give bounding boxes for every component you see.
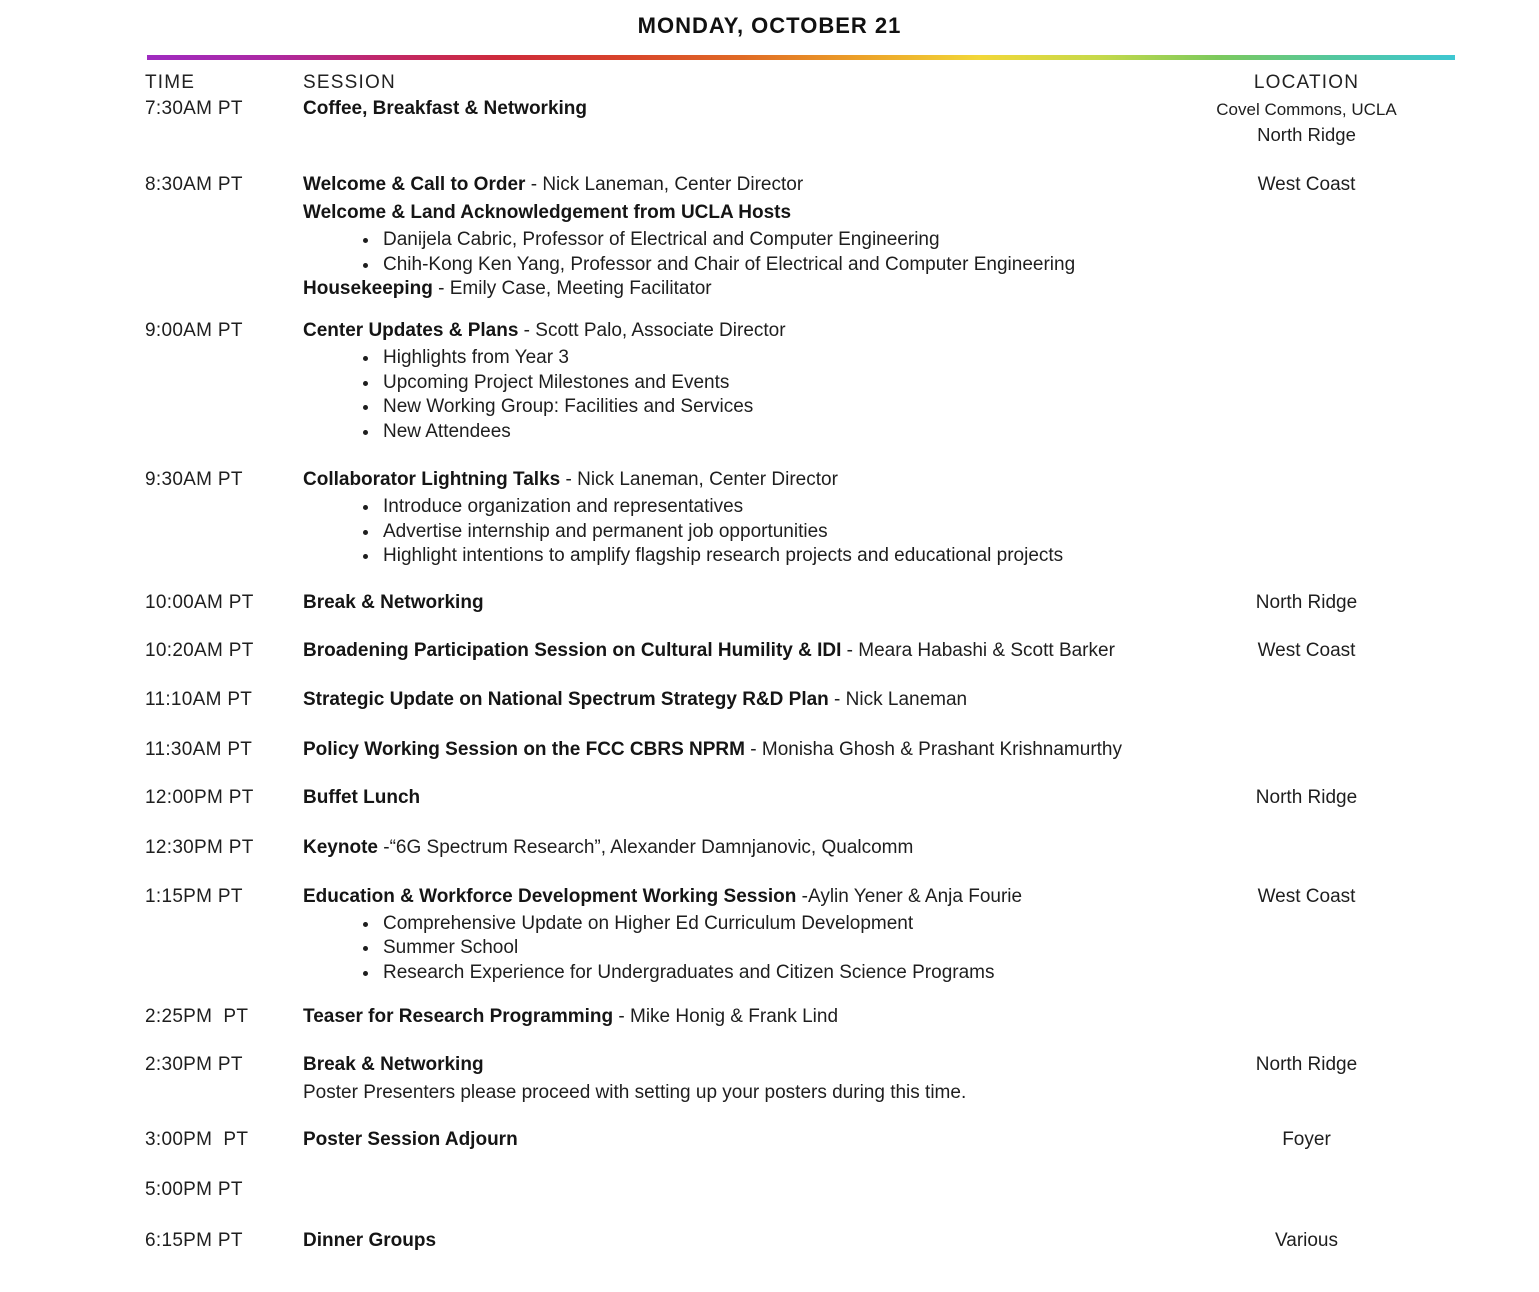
time-cell: 11:10AM PT bbox=[145, 688, 253, 710]
location-cell: West Coast bbox=[1257, 174, 1356, 195]
session-title: Coffee, Breakfast & Networking bbox=[303, 98, 588, 119]
bullet-item: New Working Group: Facilities and Services bbox=[360, 395, 1203, 420]
schedule-row bbox=[145, 591, 1539, 615]
time-cell: 10:20AM PT bbox=[145, 639, 254, 661]
bullet-item: Upcoming Project Milestones and Events bbox=[360, 371, 1203, 396]
session-speaker: - Scott Palo, Associate Director bbox=[518, 320, 786, 341]
bullet-item: Research Experience for Undergraduates and Citizen Science Programs bbox=[360, 961, 1203, 986]
session-title: Buffet Lunch bbox=[303, 786, 421, 808]
session-title: Poster Session Adjourn bbox=[303, 1129, 518, 1150]
time-cell: 12:30PM PT bbox=[145, 836, 254, 858]
schedule-row bbox=[145, 786, 1539, 810]
session-title: Teaser for Research Programming bbox=[303, 1006, 614, 1027]
location-cell: North Ridge bbox=[1255, 1054, 1358, 1075]
schedule-row bbox=[145, 1053, 1539, 1105]
bullet-item: Danijela Cabric, Professor of Electrical and Computer Engineering bbox=[360, 228, 1203, 253]
session-cell bbox=[303, 468, 1203, 569]
time-cell: 5:00PM PT bbox=[145, 1179, 243, 1200]
column-header-location: LOCATION bbox=[1253, 72, 1360, 93]
column-header-row bbox=[145, 71, 1539, 95]
schedule-row bbox=[145, 639, 1539, 663]
location-cell bbox=[1203, 97, 1410, 147]
schedule-row bbox=[145, 1005, 1539, 1029]
bullet-list bbox=[303, 228, 1203, 277]
time-cell: 2:25PM PT bbox=[145, 1006, 249, 1027]
session-note: Poster Presenters please proceed with setting up your posters during this time. bbox=[303, 1082, 967, 1103]
session-speaker: - Nick Laneman, Center Director bbox=[525, 174, 804, 195]
location-cell: West Coast bbox=[1257, 639, 1356, 661]
session-title: Dinner Groups bbox=[303, 1230, 437, 1251]
time-cell: 8:30AM PT bbox=[145, 174, 243, 195]
session-speaker: - Monisha Ghosh & Prashant Krishnamurthy bbox=[744, 738, 1122, 760]
session-cell bbox=[303, 319, 1203, 444]
bullet-item: Advertise internship and permanent job opportunities bbox=[360, 520, 1203, 545]
schedule-row bbox=[145, 1229, 1539, 1253]
session-title: Welcome & Call to Order bbox=[303, 174, 526, 195]
session-speaker: - Nick Laneman, Center Director bbox=[560, 469, 838, 490]
session-title: Policy Working Session on the FCC CBRS NPRM bbox=[303, 738, 745, 760]
session-cell bbox=[303, 591, 1203, 615]
session-title: Collaborator Lightning Talks bbox=[303, 469, 561, 490]
time-cell: 2:30PM PT bbox=[145, 1054, 243, 1075]
session-speaker: -“6G Spectrum Research”, Alexander Damnjanovic, Qualcomm bbox=[377, 836, 914, 858]
bullet-list bbox=[303, 912, 1203, 986]
schedule-row bbox=[145, 468, 1539, 569]
session-cell bbox=[303, 639, 1203, 663]
bullet-item: Comprehensive Update on Higher Ed Curriculum Development bbox=[360, 912, 1203, 937]
bullet-item: Summer School bbox=[360, 936, 1203, 961]
bullet-item: Highlight intentions to amplify flagship research projects and educational projects bbox=[360, 544, 1203, 569]
column-header-time: TIME bbox=[145, 72, 196, 93]
page-title: MONDAY, OCTOBER 21 bbox=[637, 13, 902, 38]
time-cell: 10:00AM PT bbox=[145, 591, 254, 613]
bullet-list bbox=[303, 495, 1203, 569]
session-title: Keynote bbox=[303, 836, 378, 858]
session-title: Strategic Update on National Spectrum Strategy R&D Plan bbox=[303, 688, 829, 710]
rainbow-divider bbox=[147, 55, 1455, 60]
bullet-item: Introduce organization and representatives bbox=[360, 495, 1203, 520]
session-speaker: - Emily Case, Meeting Facilitator bbox=[432, 278, 712, 299]
session-subtitle: Housekeeping bbox=[303, 278, 433, 299]
session-subtitle: Welcome & Land Acknowledgement from UCLA Hosts bbox=[303, 202, 792, 223]
schedule-row bbox=[145, 885, 1539, 986]
bullet-list bbox=[303, 346, 1203, 444]
session-speaker: - Mike Honig & Frank Lind bbox=[613, 1006, 839, 1027]
bullet-item: New Attendees bbox=[360, 420, 1203, 445]
time-cell: 9:00AM PT bbox=[145, 320, 243, 341]
location-cell: West Coast bbox=[1257, 885, 1356, 907]
session-title: Break & Networking bbox=[303, 591, 484, 613]
bullet-item: Highlights from Year 3 bbox=[360, 346, 1203, 371]
location-cell: Foyer bbox=[1282, 1129, 1331, 1150]
time-cell: 9:30AM PT bbox=[145, 469, 243, 490]
session-cell bbox=[303, 738, 1203, 762]
location-cell: Various bbox=[1274, 1230, 1338, 1251]
session-title: Center Updates & Plans bbox=[303, 320, 519, 341]
schedule-row bbox=[145, 97, 1539, 147]
schedule-row bbox=[145, 1128, 1539, 1152]
column-header-session: SESSION bbox=[303, 72, 396, 93]
session-speaker: - Nick Laneman bbox=[828, 688, 968, 710]
time-cell: 12:00PM PT bbox=[145, 786, 254, 808]
schedule-row bbox=[145, 1178, 1539, 1202]
session-cell bbox=[303, 688, 1203, 712]
session-cell bbox=[303, 173, 1203, 301]
schedule-row bbox=[145, 688, 1539, 712]
time-cell: 11:30AM PT bbox=[145, 738, 253, 760]
session-cell bbox=[303, 1128, 1203, 1152]
session-cell bbox=[303, 786, 1203, 810]
agenda-table bbox=[0, 71, 1539, 1253]
location-line: Covel Commons, UCLA bbox=[1216, 100, 1397, 119]
session-cell bbox=[303, 885, 1203, 986]
session-cell bbox=[303, 836, 1203, 860]
session-cell bbox=[303, 1053, 1203, 1105]
time-cell: 6:15PM PT bbox=[145, 1230, 243, 1251]
location-cell: North Ridge bbox=[1255, 591, 1358, 613]
location-cell: North Ridge bbox=[1255, 786, 1358, 808]
session-title: Broadening Participation Session on Cultural Humility & IDI bbox=[303, 639, 842, 661]
time-cell: 3:00PM PT bbox=[145, 1129, 249, 1150]
schedule-row bbox=[145, 836, 1539, 860]
location-line: North Ridge bbox=[1257, 124, 1356, 145]
time-cell: 1:15PM PT bbox=[145, 885, 243, 907]
session-speaker: -Aylin Yener & Anja Fourie bbox=[796, 885, 1023, 907]
session-title: Break & Networking bbox=[303, 1054, 484, 1075]
time-cell: 7:30AM PT bbox=[145, 98, 243, 119]
schedule-row bbox=[145, 173, 1539, 301]
bullet-item: Chih-Kong Ken Yang, Professor and Chair of Electrical and Computer Engineering bbox=[360, 253, 1203, 278]
session-title: Education & Workforce Development Working Session bbox=[303, 885, 797, 907]
session-speaker: - Meara Habashi & Scott Barker bbox=[841, 639, 1115, 661]
schedule-row bbox=[145, 319, 1539, 444]
session-cell bbox=[303, 1229, 1203, 1253]
session-cell bbox=[303, 1005, 1203, 1029]
schedule-row bbox=[145, 738, 1539, 762]
session-cell bbox=[303, 97, 1203, 121]
